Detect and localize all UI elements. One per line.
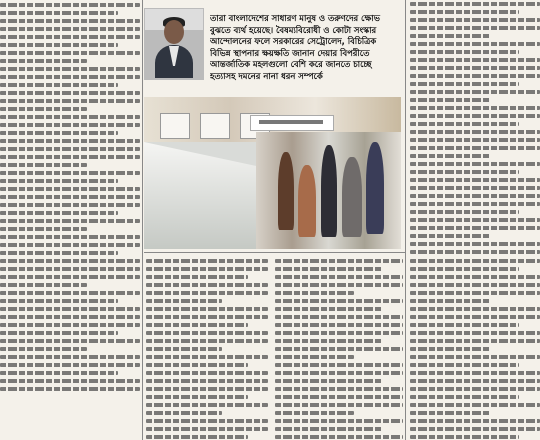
bottom-text-column-a (146, 258, 268, 440)
bottom-text-column-c (410, 258, 540, 440)
quote-line: হত্যাসহ দমনের নানা ধরন সম্পর্কে (210, 70, 323, 81)
column-rule-right (405, 0, 406, 440)
quote-line: আন্দোলনের ফলে সরকারের সেট্রোলেদ, বিচিত্রিক (210, 36, 377, 46)
photo-caption-rule (144, 252, 405, 253)
quote-line: আন্তর্জাতিক মহলগুলো বেশি করে জানতে চাচ্ছে (210, 59, 372, 69)
left-text-column (0, 0, 140, 440)
author-quote-block (144, 0, 402, 94)
quote-line: তারা বাংলাদেশের সাধারণ মানুষ ও তরুণদের ক্ষোভ (210, 13, 380, 23)
pull-quote (210, 13, 402, 82)
bottom-text-column-b (275, 258, 403, 440)
quote-line: বিভিন্ন স্থাপনার ক্ষয়ক্ষতি জানান দেয়ার বিপরীতে (210, 47, 370, 58)
column-rule-left (142, 0, 143, 440)
news-photo (144, 97, 401, 249)
quote-line: বুঝতে ব্যর্থ হয়েছে। বৈষম্যবিরোধী ও কোটা সংস্কার (210, 24, 377, 35)
author-portrait (144, 8, 204, 80)
